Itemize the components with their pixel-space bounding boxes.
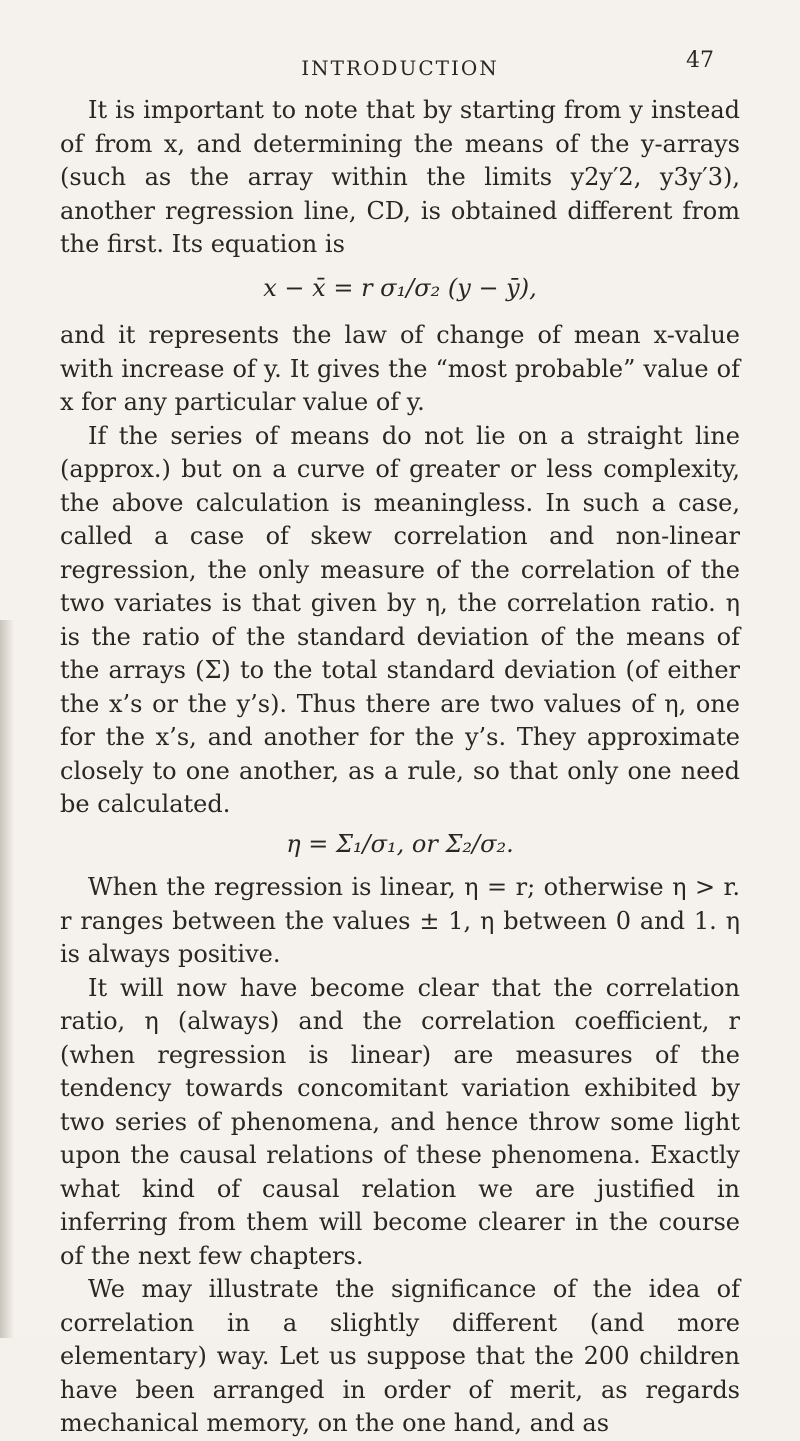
paragraph-6: We may illustrate the significance of the idea of correlation in a slightly different (and more elementary) way. Let us suppose that the 200 children have been arranged in order of merit, as regards mechanical memory, on the one hand, and as (60, 1275, 740, 1437)
paragraph-1: It is important to note that by starting from y instead of from x, and determining the means of the y-arrays (such as the array within the limits y2y′2, y3y′3), another regression line, CD, is obtained different from the first. Its equation is (60, 96, 740, 258)
paragraph-3: If the series of means do not lie on a straight line (approx.) but on a curve of greater or less complexity, the above calculation is meaningless. In such a case, called a case of skew correlation and non-linear regression, the only measure of the correlation of the two variates is that given by η, the correlation ratio. η is the ratio of the standard deviation of the means of the arrays (Σ) to the total standard deviation (of either the x’s or the y’s). Thus there are two values of η, one for the x’s, and another for the y’s. They approximate closely to one another, as a rule, so that only one need be calculated. (60, 421, 740, 818)
paragraph-4: When the regression is linear, η = r; otherwise η > r. r ranges between the values ± 1, η between 0 and 1. η is always positive. (60, 873, 740, 968)
paragraph-2: and it represents the law of change of mean x-value with increase of y. It gives the “most probable” value of x for any particular value of y. (60, 321, 740, 416)
equation-correlation-ratio: η = Σ₁/σ₁, or Σ₂/σ₂. (286, 829, 514, 858)
body-text (60, 94, 740, 1441)
equation-regression-line: x − x̄ = r σ₁/σ₂ (y − ȳ), (263, 273, 537, 302)
running-title: INTRODUCTION (301, 56, 499, 80)
paragraph-5: It will now have become clear that the correlation ratio, η (always) and the correlation coefficient, r (when regression is linear) are measures of the tendency towards concomitant variation exhibited by two series of phenomena, and hence throw some light upon the causal relations of these phenomena. Exactly what kind of causal relation we are justified in inferring from them will become clearer in the course of the next few chapters. (60, 973, 740, 1270)
page-number: 47 (686, 48, 714, 73)
binding-shadow (0, 620, 14, 1338)
